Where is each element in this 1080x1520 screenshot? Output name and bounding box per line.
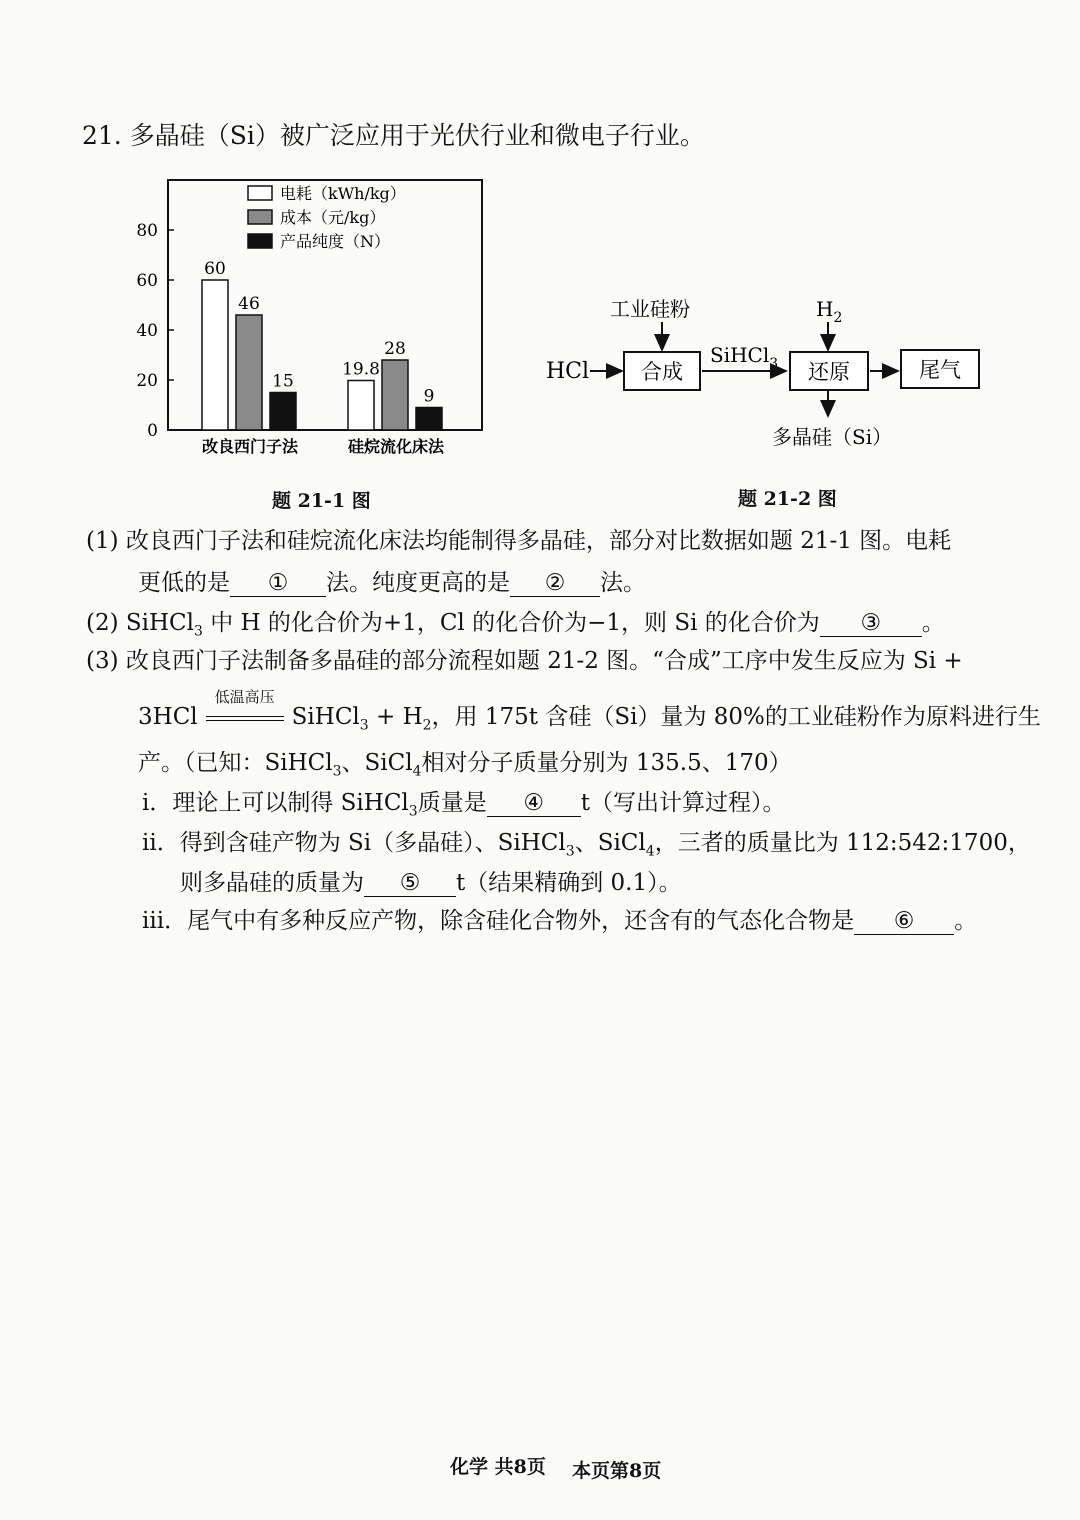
legend-swatch (248, 234, 272, 248)
bar-purity (270, 393, 296, 431)
y-tick-label: 60 (136, 271, 158, 291)
box-reduction-label: 还原 (808, 360, 850, 384)
part-1-line-2: 更低的是 ① 法。纯度更高的是 ② 法。 (138, 570, 646, 596)
bar-value-label: 28 (384, 339, 406, 359)
bar-value-label: 9 (423, 386, 435, 407)
y-tick-label: 80 (136, 221, 158, 241)
footer-page-number: 本页第8页 (572, 1460, 662, 1482)
question-title (82, 116, 705, 152)
sub-question-i: i．理论上可以制得 SiHCl$_3$质量是 ④ t（写出计算过程）。 (142, 790, 786, 820)
answer-blank-4[interactable]: ④ (487, 791, 581, 817)
bar-value-label: 19.8 (342, 359, 380, 380)
bar-purity (416, 408, 442, 431)
part-3-line-1: (3) 改良西门子法制备多晶硅的部分流程如题 21-2 图。“合成”工序中发生反应为 Si + (86, 648, 963, 674)
flow-input-hcl: HCl (546, 359, 590, 384)
x-category-label: 改良西门子法 (201, 437, 299, 456)
answer-blank-6[interactable]: ⑥ (854, 909, 954, 935)
part-3-line-3: 产。（已知：SiHCl$_3$、SiCl$_4$相对分子质量分别为 135.5、170） (138, 750, 792, 780)
y-tick-label: 0 (147, 421, 158, 441)
bar-value-label: 46 (238, 294, 260, 314)
sub-question-ii-line-1: ii．得到含硅产物为 Si（多晶硅）、SiHCl$_3$、SiCl$_4$，三者的质量比为 112:542:1700， (142, 830, 1031, 860)
answer-blank-2[interactable]: ② (510, 571, 600, 597)
flow-arrow-label: SiHCl$_3$ (710, 343, 779, 372)
box-synthesis-label: 合成 (641, 360, 683, 384)
y-tick-label: 40 (136, 321, 158, 341)
flow-diagram (540, 290, 1000, 460)
bar-power (348, 381, 374, 431)
part-3-equation-line: 3HCl 低温高压 SiHCl$_3$ + $H_2$，用 175t 含硅（Si）量为 80%的工业硅粉作为原料进行生 (138, 688, 1041, 734)
question-number: 21. (82, 121, 122, 150)
figure-caption-21-1: 题 21-1 图 (272, 490, 371, 512)
legend-swatch (248, 186, 272, 200)
footer-total-pages: 化学 共8页 (450, 1456, 546, 1478)
question-title-text: 多晶硅（Si）被广泛应用于光伏行业和微电子行业。 (129, 121, 705, 150)
bar-chart (120, 172, 500, 467)
box-tail-gas-label: 尾气 (919, 358, 961, 382)
y-tick-label: 20 (136, 371, 158, 391)
x-category-label: 硅烷流化床法 (347, 437, 445, 456)
legend-label: 产品纯度（N） (280, 232, 391, 251)
answer-blank-5[interactable]: ⑤ (364, 871, 456, 897)
legend-label: 电耗（kWh/kg） (280, 184, 406, 203)
flow-output-polysilicon: 多晶硅（Si） (772, 425, 893, 449)
reaction-condition: 低温高压 (206, 704, 284, 732)
flow-input-h2: $H_2$ (816, 297, 843, 326)
legend-label: 成本（元/kg） (280, 208, 386, 227)
bar-value-label: 60 (204, 259, 226, 279)
sub-question-iii: iii．尾气中有多种反应产物，除含硅化合物外，还含有的气态化合物是 ⑥ 。 (142, 908, 978, 934)
figure-caption-21-2: 题 21-2 图 (738, 488, 837, 510)
bar-cost (382, 360, 408, 430)
answer-blank-1[interactable]: ① (230, 571, 326, 597)
bar-cost (236, 315, 262, 430)
bar-power (202, 280, 228, 430)
bar-value-label: 15 (272, 371, 294, 392)
sub-question-ii-line-2: 则多晶硅的质量为 ⑤ t（结果精确到 0.1）。 (180, 870, 682, 896)
answer-blank-3[interactable]: ③ (820, 611, 922, 637)
part-1-line-1: (1) 改良西门子法和硅烷流化床法均能制得多晶硅，部分对比数据如题 21-1 图。电耗 (86, 528, 952, 554)
flow-input-silicon-powder: 工业硅粉 (610, 297, 690, 321)
part-2-line: (2) SiHCl$_3$ 中 H 的化合价为+1，Cl 的化合价为−1，则 Si 的化合价为 ③ 。 (86, 610, 945, 640)
legend-swatch (248, 210, 272, 224)
